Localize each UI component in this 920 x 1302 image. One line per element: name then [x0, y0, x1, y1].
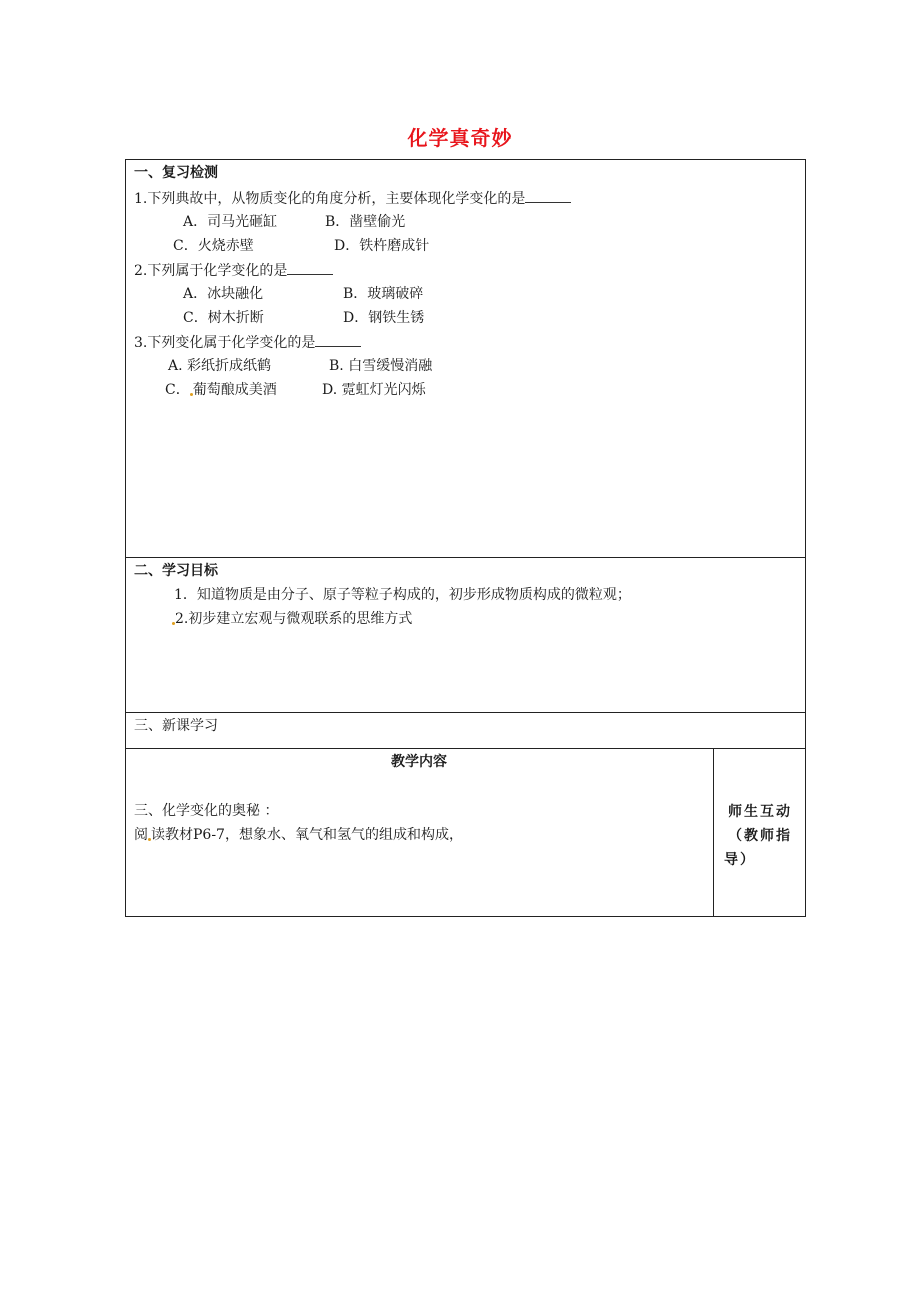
interaction-column-label — [718, 800, 802, 872]
q1-option-c: C．火烧赤壁 — [173, 238, 254, 254]
question-2-stem: 2.下列属于化学变化的是 — [134, 263, 288, 279]
objective-2 — [172, 610, 412, 628]
interaction-label-line2: （教师指 — [728, 828, 792, 844]
reading-text: 读教材P6-7，想象水、氧气和氢气的组成和构成， — [151, 827, 463, 843]
question-3-stem: 3.下列变化属于化学变化的是 — [134, 335, 316, 351]
q3-option-c — [165, 381, 277, 399]
interaction-label-line3: 导） — [724, 852, 756, 868]
q2-option-b: B．玻璃破碎 — [343, 286, 424, 302]
section2-heading: 二、学习目标 — [134, 563, 218, 579]
answer-blank — [287, 261, 333, 275]
question-2 — [134, 261, 333, 280]
q2-option-d: D．钢铁生锈 — [343, 310, 425, 326]
reading-prefix: 阅 — [134, 827, 148, 843]
divider-section3 — [125, 712, 806, 713]
q1-option-b: B．凿壁偷光 — [325, 214, 406, 230]
column-divider — [713, 748, 714, 917]
q3-option-b: B. 白雪缓慢消融 — [329, 358, 433, 374]
section3-heading: 三、新课学习 — [134, 718, 218, 734]
divider-content-header — [125, 748, 806, 749]
objective-2-text: .初步建立宏观与微观联系的思维方式 — [183, 611, 413, 627]
question-1 — [134, 189, 571, 208]
reading-instruction — [134, 826, 463, 844]
page-title: 化学真奇妙 — [407, 126, 513, 150]
interaction-label-line1: 师生互动 — [728, 804, 792, 820]
q3-option-c-prefix: C． — [165, 382, 190, 398]
q1-option-a: A．司马光砸缸 — [183, 214, 278, 230]
q2-option-c: C．树木折断 — [183, 310, 264, 326]
question-3 — [134, 333, 361, 352]
q3-option-d: D. 霓虹灯光闪烁 — [322, 382, 426, 398]
q3-option-a: A. 彩纸折成纸鹤 — [168, 358, 272, 374]
question-1-stem: 1.下列典故中，从物质变化的角度分析，主要体现化学变化的是 — [134, 191, 526, 207]
section1-heading: 一、复习检测 — [134, 165, 218, 181]
answer-blank — [525, 189, 571, 203]
objective-1: 1．知道物质是由分子、原子等粒子构成的，初步形成物质构成的微粒观； — [174, 587, 631, 603]
objective-2-number: 2 — [175, 611, 184, 627]
q2-option-a: A．冰块融化 — [183, 286, 264, 302]
divider-section2 — [125, 557, 806, 558]
answer-blank — [315, 333, 361, 347]
q1-option-d: D．铁杵磨成针 — [334, 238, 430, 254]
q3-option-c-text: 葡萄酿成美酒 — [192, 382, 277, 398]
content-column-header: 教学内容 — [391, 754, 447, 770]
lesson-subheading: 三、化学变化的奥秘 ： — [134, 803, 279, 819]
